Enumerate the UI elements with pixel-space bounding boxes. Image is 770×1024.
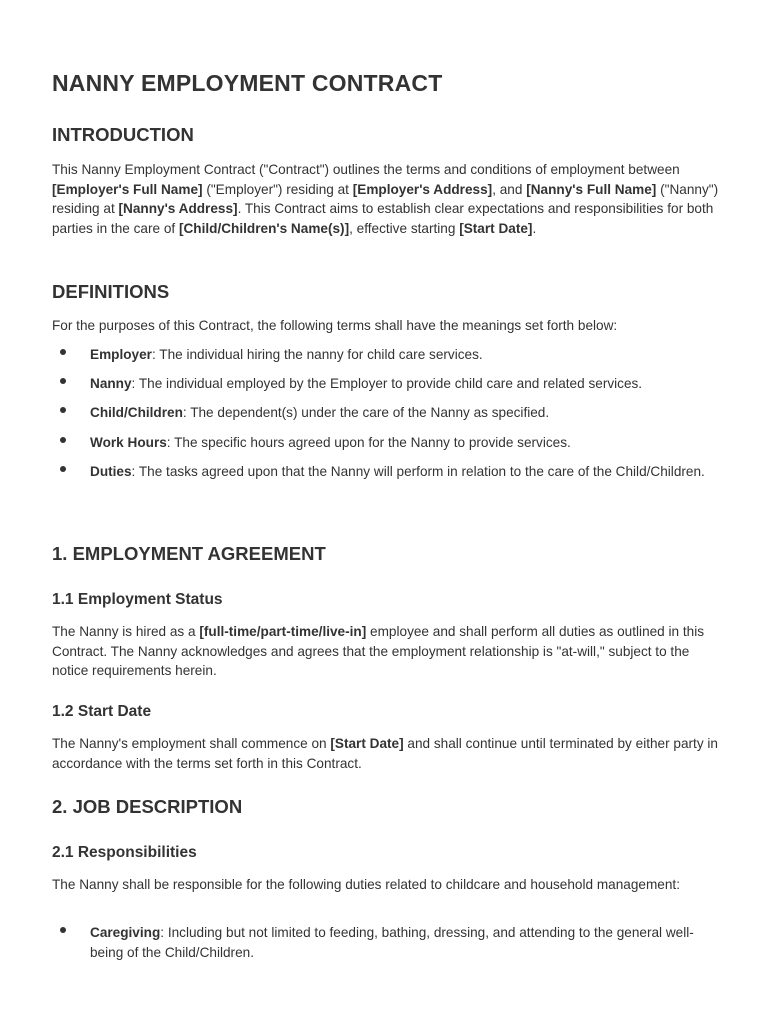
- intro-text: , effective starting: [349, 220, 460, 236]
- definition-text: : The dependent(s) under the care of the Nanny as specified.: [182, 405, 550, 421]
- section-text: The Nanny is hired as a: [52, 624, 200, 639]
- definition-text: : The individual employed by the Employer to provide child care and related services.: [131, 376, 643, 392]
- bullet-icon: [60, 349, 66, 355]
- section-1-2-paragraph: [52, 734, 722, 773]
- definition-term: Nanny: [90, 376, 132, 392]
- intro-text: . This Contract aims to establish clear expectations and responsibilities for both parties in the care of: [52, 201, 714, 236]
- definition-term: Employer: [90, 347, 152, 362]
- section-1-heading: 1. EMPLOYMENT AGREEMENT: [52, 543, 326, 564]
- list-item: [52, 923, 722, 962]
- section-2-heading: 2. JOB DESCRIPTION: [52, 796, 243, 817]
- section-1-1-paragraph: [52, 622, 722, 681]
- intro-text: ("Nanny") residing at: [52, 181, 719, 217]
- responsibilities-intro: The Nanny shall be responsible for the following duties related to childcare and household management:: [52, 877, 680, 892]
- list-item: [52, 403, 722, 423]
- responsibilities-list: [52, 923, 722, 972]
- section-1-1-heading: 1.1 Employment Status: [52, 591, 223, 608]
- introduction-paragraph: [52, 160, 722, 238]
- employer-address-placeholder: [Employer's Address]: [352, 181, 493, 197]
- list-item: [52, 462, 722, 482]
- section-text: The Nanny's employment shall commence on: [52, 736, 331, 751]
- introduction-heading: INTRODUCTION: [52, 124, 194, 145]
- bullet-icon: [60, 378, 66, 384]
- definitions-list: [52, 345, 722, 491]
- definition-term: Child/Children: [90, 405, 183, 421]
- bullet-icon: [60, 437, 66, 443]
- nanny-address-placeholder: [Nanny's Address]: [118, 201, 238, 217]
- start-date-placeholder: [Start Date]: [330, 736, 404, 751]
- employer-name-placeholder: [Employer's Full Name]: [52, 181, 203, 197]
- definitions-heading: DEFINITIONS: [52, 281, 170, 302]
- section-1-2-heading: 1.2 Start Date: [52, 703, 152, 720]
- intro-text: ("Employer") residing at: [202, 181, 353, 197]
- definition-text: : The individual hiring the nanny for child care services.: [151, 347, 483, 362]
- start-date-placeholder: [Start Date]: [459, 220, 533, 236]
- definition-text: : The specific hours agreed upon for the Nanny to provide services.: [166, 434, 571, 450]
- list-item: [52, 345, 722, 365]
- intro-text: , and: [492, 181, 527, 197]
- section-2-1-heading: 2.1 Responsibilities: [52, 844, 197, 861]
- bullet-icon: [60, 407, 66, 413]
- employment-status-placeholder: [full-time/part-time/live-in]: [199, 624, 367, 639]
- definitions-intro: For the purposes of this Contract, the following terms shall have the meanings set forth below:: [52, 318, 618, 333]
- list-item: [52, 433, 722, 453]
- definition-term: Work Hours: [90, 434, 167, 450]
- bullet-icon: [60, 466, 66, 472]
- definition-term: Duties: [90, 463, 132, 479]
- nanny-name-placeholder: [Nanny's Full Name]: [526, 181, 657, 197]
- bullet-icon: [60, 927, 66, 933]
- responsibility-term: Caregiving: [90, 925, 161, 940]
- intro-text: This Nanny Employment Contract ("Contract") outlines the terms and conditions of employment between: [52, 162, 680, 177]
- list-item: [52, 374, 722, 394]
- intro-text: .: [532, 220, 537, 236]
- children-names-placeholder: [Child/Children's Name(s)]: [178, 220, 350, 236]
- document-title: NANNY EMPLOYMENT CONTRACT: [52, 70, 443, 96]
- section-text: employee and shall perform all duties as outlined in this Contract. The Nanny acknowledges and agrees that the employment relationship is "at-will," subject to the notice requirements herein.: [52, 624, 705, 679]
- definition-text: : The tasks agreed upon that the Nanny will perform in relation to the care of the Child/Children.: [131, 463, 705, 479]
- responsibility-text: : Including but not limited to feeding, bathing, dressing, and attending to the general well-being of the Child/Children.: [90, 925, 694, 960]
- section-text: and shall continue until terminated by either party in accordance with the terms set forth in this Contract.: [52, 736, 718, 771]
